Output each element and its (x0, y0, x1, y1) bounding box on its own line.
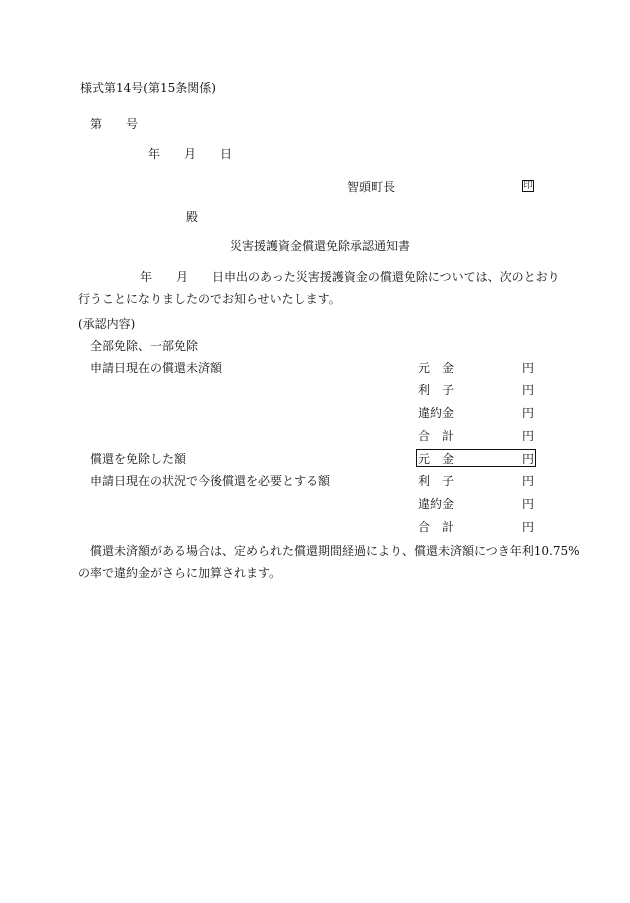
body-line-1: 年 月 日申出のあった災害援護資金の償還免除については、次のとおり (140, 270, 560, 284)
document-number-label: 第 号 (90, 117, 139, 131)
unit-yen: 円 (522, 383, 535, 397)
unit-yen: 円 (522, 406, 535, 420)
item-interest: 利 子 (418, 474, 455, 488)
item-penalty: 違約金 (418, 497, 455, 511)
unit-yen: 円 (522, 497, 535, 511)
issuer-name: 智頭町長 (347, 180, 396, 194)
issue-date-label: 年 月 日 (148, 147, 233, 161)
form-number: 様式第14号(第15条関係) (80, 81, 216, 95)
item-total: 合 計 (418, 520, 455, 534)
note-line-2: の率で違約金がさらに加算されます。 (78, 566, 282, 580)
body-line-2: 行うことになりましたのでお知らせいたします。 (78, 292, 341, 306)
document-title: 災害援護資金償還免除承認通知書 (230, 239, 411, 253)
item-penalty: 違約金 (418, 406, 455, 420)
unit-yen: 円 (522, 452, 535, 466)
section-exempted-label: 償還を免除した額 (90, 452, 187, 466)
approval-type: 全部免除、一部免除 (90, 339, 199, 353)
seal-mark: 印 (523, 181, 533, 191)
unit-yen: 円 (522, 429, 535, 443)
note-line-1: 償還未済額がある場合は、定められた償還期間経過により、償還未済額につき年利10.75% (90, 544, 580, 558)
approval-heading: (承認内容) (78, 317, 136, 331)
item-interest: 利 子 (418, 383, 455, 397)
item-total: 合 計 (418, 429, 455, 443)
item-principal: 元 金 (418, 452, 455, 466)
unit-yen: 円 (522, 361, 535, 375)
item-principal: 元 金 (418, 361, 455, 375)
unit-yen: 円 (522, 520, 535, 534)
section-remaining-label: 申請日現在の状況で今後償還を必要とする額 (90, 474, 331, 488)
section-unpaid-label: 申請日現在の償還未済額 (90, 361, 223, 375)
addressee-suffix: 殿 (186, 210, 199, 224)
unit-yen: 円 (522, 474, 535, 488)
